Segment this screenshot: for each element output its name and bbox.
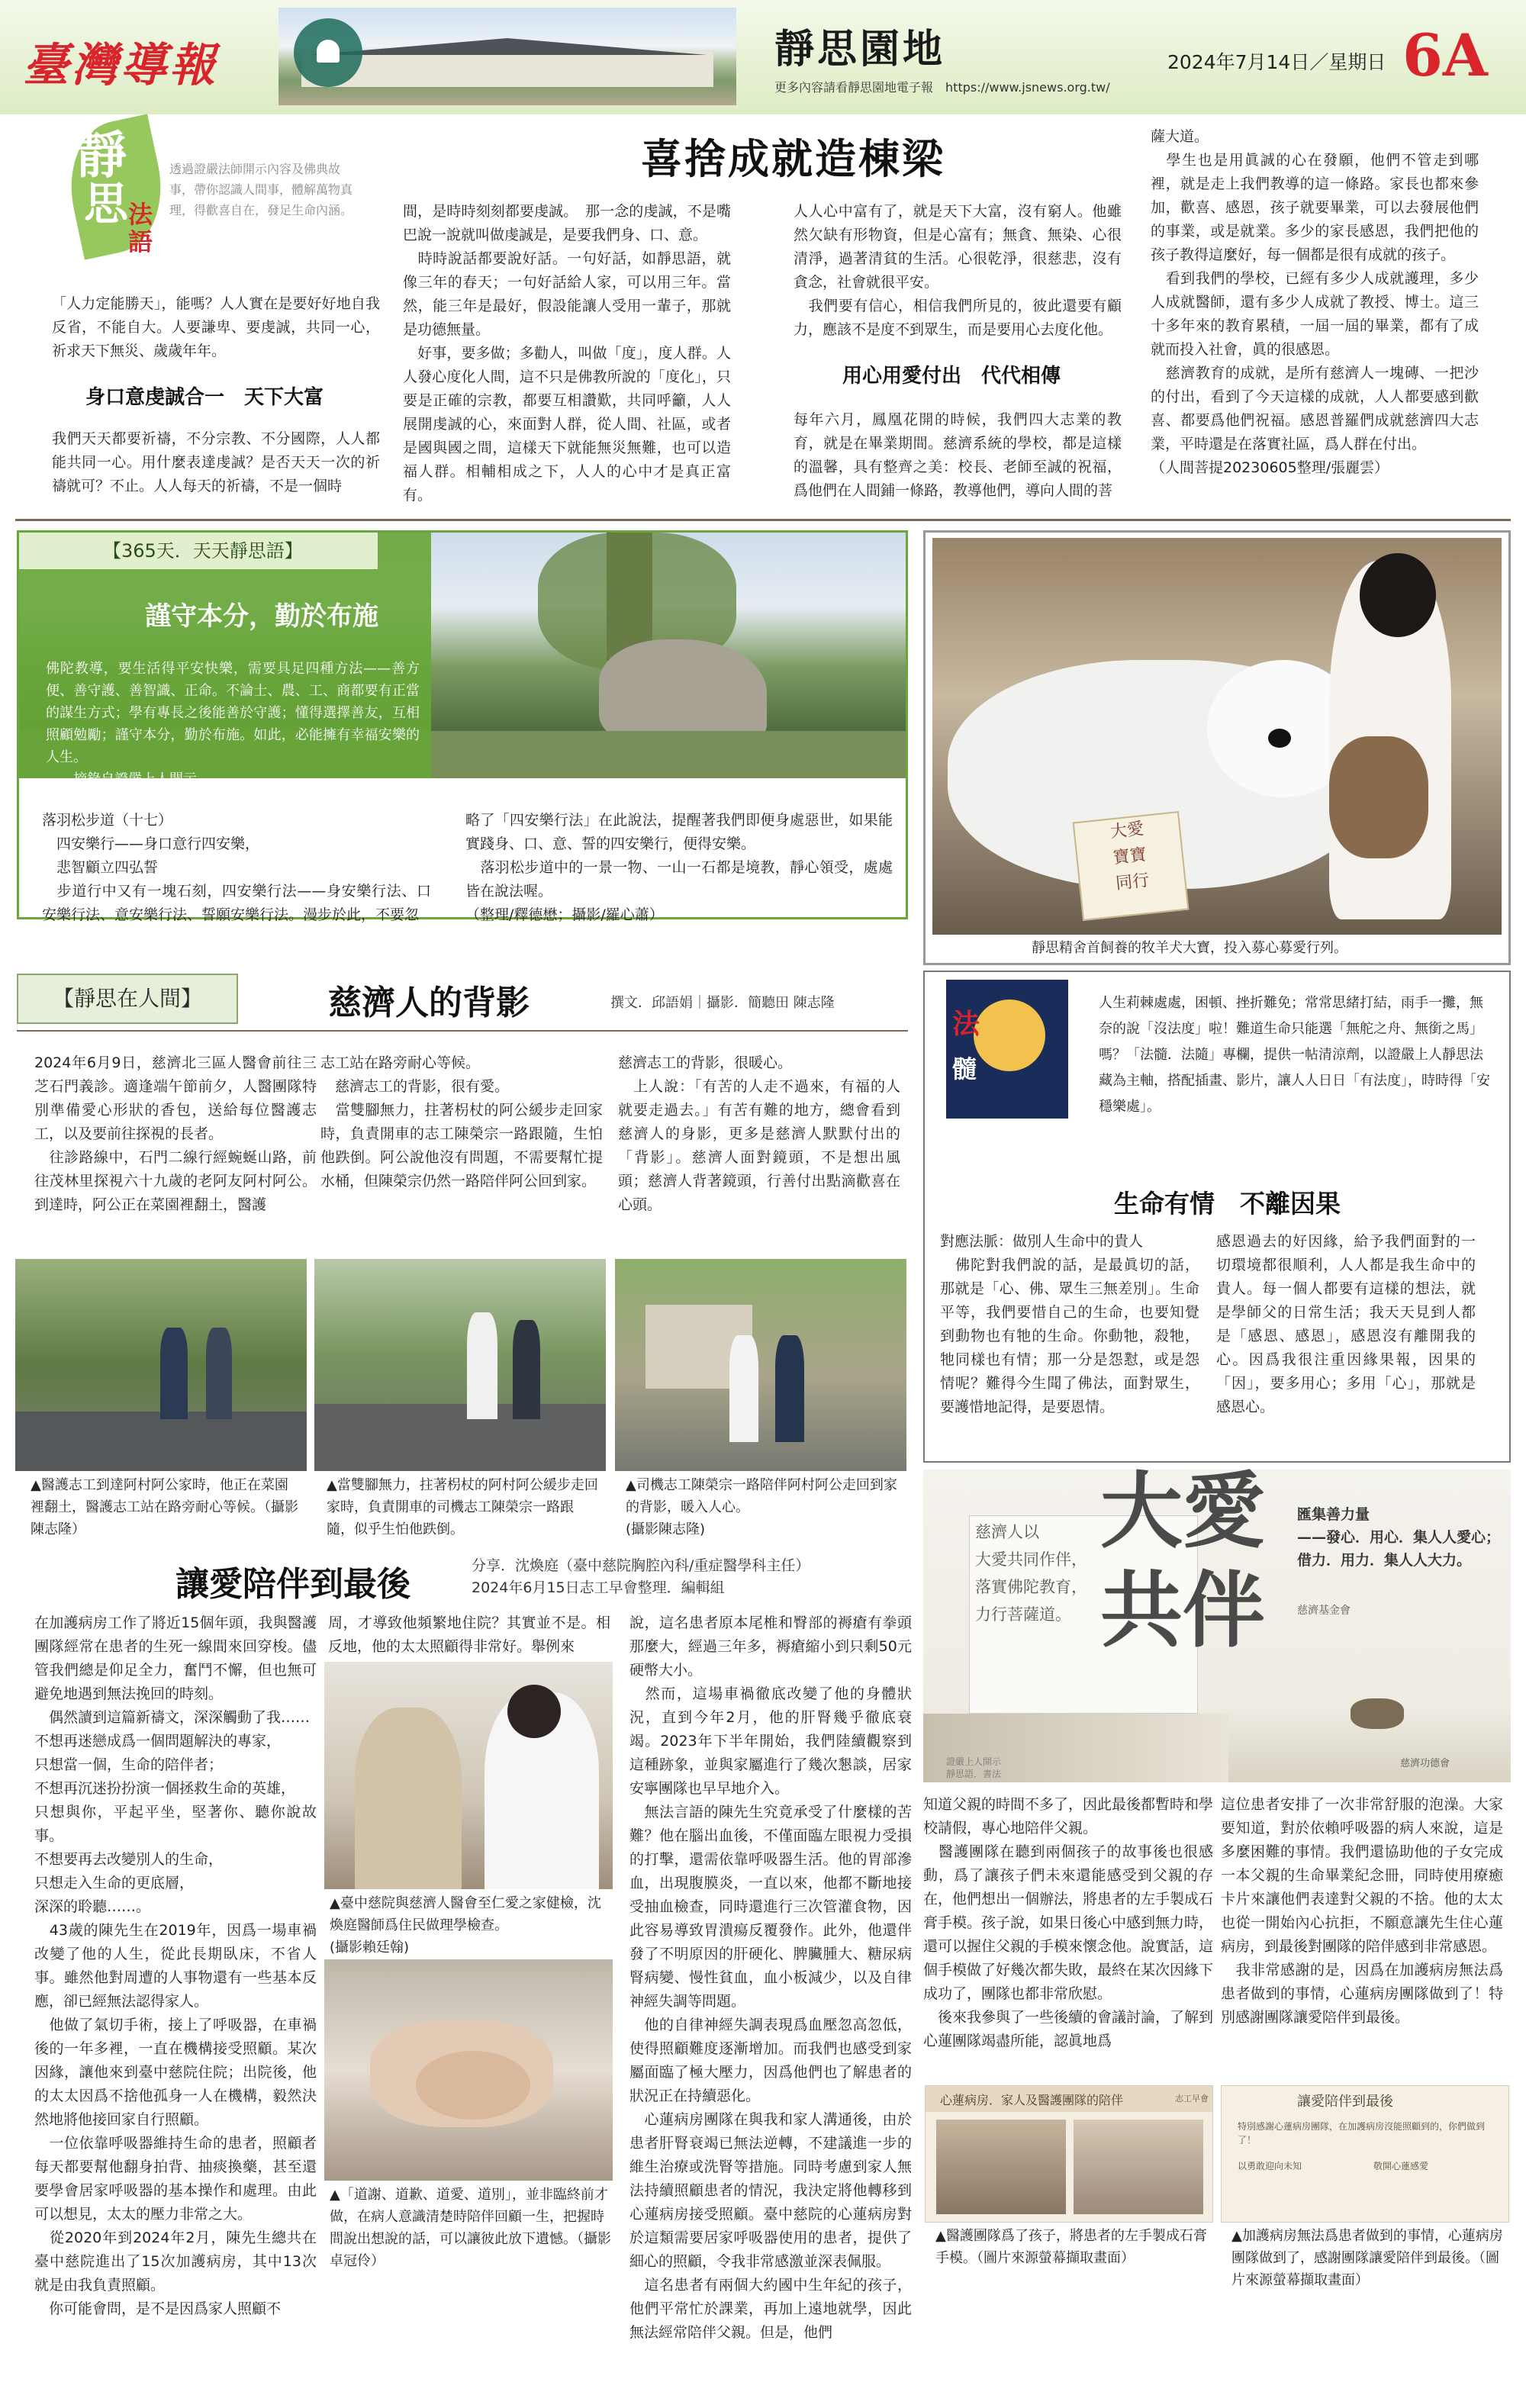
dayi-sig: 慈濟功德會 (1400, 1758, 1450, 1769)
fayu-text: 人生莉棘處處，困頓、挫折難免；常常思緒打結，雨手一攤，無奈的說「沒法度」啦！難道生命只能選「無舵之舟、無銜之馬」嗎？「法髓．法隨」專欄，提供一帖清涼劑，以證嚴上人靜思法藏為主軸，搭配插畫、影片，讓人人日日「有法度」，時時得「安穩樂處」。 (1099, 995, 1490, 1115)
page-number: 6A (1402, 21, 1488, 89)
jingsi365-title: 謹守本分，勤於布施 (145, 601, 378, 632)
dayi-big: 大愛 共伴 (1099, 1463, 1265, 1659)
rangai-slide-2-item-1: 特別感謝心蓮病房團隊，在加護病房沒能照顧到的，你們做到了！ (1238, 2121, 1486, 2146)
jingsi365-tag: 【365天．天天靜思語】 (19, 533, 378, 569)
divider (15, 519, 1511, 521)
article1-col4: 薩大道。 學生也是用眞誠的心在發願，他們不管走到哪裡，就是走上我們教導的這一條路。家長也都來參加，歡喜、感恩，孩子就要畢業，可以去發展他們的事業，或是就業。多少的家長感恩，我們把他的孩子教得這麼好，每一個都是很有成就的孩子。 看到我們的學校，已經有多少人成就護理，多少人成就醫師，還有多少人成就了教授、博士。這三十多年來的教育累積，一屆一屆的畢業，都有了成就而投入社會，眞的很感恩。 慈濟教育的成就，是所有慈濟人一塊磚、一把沙的付出，看到了今天這樣的成就，人人都要感到歡喜、都要爲他們祝福。感恩普羅們成就慈濟四大志業，平時還是在落實社區，爲人群在付出。 （人間菩提20230605整理/張麗雲） (1151, 128, 1479, 476)
tzu-chi-lotus-icon (317, 40, 340, 63)
cishi-title: 慈濟人的背影 (328, 983, 530, 1022)
rangai-slide-2-title: 讓愛陪伴到最後 (1297, 2094, 1393, 2110)
rangai-photo-1 (324, 1662, 613, 1889)
rangai-slide-1-tag: 志工早會 (1175, 2094, 1209, 2104)
fayu-col2: 感恩過去的好因緣，給予我們面對的一切環境都很順利，人人都是我生命中的貴人。每一個人都要有這樣的想法，就是學師父的日常生活；我天天見到人都是「感恩、感恩」，感恩沒有離開我的心。因爲我很注重因緣果報，因果的「因」，要多用心；多用「心」，那就是感恩心。 (1216, 1233, 1476, 1415)
cishi-photo-2 (314, 1259, 606, 1471)
rangai-caption-4: ▲加護病房無法爲患者做到的事情，心蓮病房團隊做到了，感謝團隊讓愛陪伴到最後。（圖片來源螢幕擷取畫面） (1231, 2228, 1503, 2288)
jingsi365-text: 佛陀教導，要生活得平安快樂，需要具足四種方法——善方便、善守護、善智識、正命。不論士、農、工、商都要有正當的謀生方式；學有專長之後能善於守護；懂得選擇善友，互相照顧勉勵；謹守本分，勤於布施。如此，必能擁有幸福安樂的人生。 ——摘錄自證嚴上人開示 (46, 661, 420, 787)
cishi-col2: 志工站在路旁耐心等候。 慈濟志工的背影，很有愛。 當雙腳無力，拄著枴杖的阿公緩步走回家時，負責開車的志工陳榮宗一路跟隨，生怕他跌倒。阿公說他沒有問題，不需要幫忙提水桶，但陳榮宗仍然一路陪伴阿公回到家。 (320, 1054, 603, 1190)
article1-col1b: 我們天天都要祈禱，不分宗教、不分國際，人人都能共同一心。用什麼表達虔誠？是否天天一次的祈禱就可？不止。人人每天的祈禱，不是一個時 (52, 430, 380, 494)
cishi-tag: 【靜思在人間】 (17, 974, 238, 1024)
fayu-logo: 法 髓 (946, 980, 1068, 1119)
rangai-photo-2 (324, 1959, 613, 2181)
rangai-caption-2: ▲「道謝、道歉、道愛、道別」，並非臨終前才做，在病人意識清楚時陪伴回顧一生，把握時間說出想說的話，可以讓彼此放下遺憾。（攝影卓冠伶） (330, 2187, 611, 2269)
intro-text: 透過證嚴法師開示內容及佛典故事，帶你認識人間事，體解萬物真理，得歡喜自在，發足生命內涵。 (169, 162, 353, 217)
rangai-slide-2-item-2: 以勇敢迎向未知 (1238, 2161, 1302, 2171)
rangai-byline: 分享．沈煥庭（臺中慈院胸腔內科/重症醫學科主任） 2024年6月15日志工早會整理．編輯組 (472, 1557, 810, 1596)
dayi-credit: 慈濟基金會 (1297, 1605, 1351, 1617)
cishi-byline: 撰文．邱語娟｜攝影．簡聽田 陳志隆 (610, 995, 835, 1011)
dayi-verse: 慈濟人以 大愛共同作伴， 落實佛陀教育， 力行菩薩道。 (975, 1523, 1087, 1624)
dog-caption: 靜思精舍首飼養的牧羊犬大寶，投入募心募愛行列。 (1032, 940, 1347, 956)
article1-col2: 間，是時時刻刻都要虔誠。 那一念的虔誠，不是嘴巴說一說就叫做虔誠是，是要我們身、口、意。 時時說話都要說好話。一句好話，如靜思語，就像三年的春天；一句好話給人家，可以用三年。當然，能三年是最好，假設能讓人受用一輩子，那就是功德無量。 好事，要多做；多勸人，叫做「度」，度人群。人人發心度化人間，這不只是佛教所說的「度化」，只要是正確的宗教，都要互相讚歎，共同呼籲，人人展開虔誠的心，來面對人群，從人間、社區，或者是國與國之間，這樣天下就能無災無難，也可以造福人群。相輔相成之下，人人的心中才是真正富有。 (403, 203, 731, 504)
dog-sign: 大愛 寶寶 同行 (1073, 811, 1190, 921)
rangai-slide-1-title: 心蓮病房．家人及醫護團隊的陪伴 (940, 2093, 1124, 2107)
jingsi365-right: 略了「四安樂行法」在此說法，提醒著我們即便身處惡世，如果能實踐身、口、意、誓的四安樂行，便得安樂。 落羽松步道中的一景一物、一山一石都是境教，靜心領受，處處皆在說法喔。 （整理/釋德懋；攝影/羅心蕭） (465, 812, 893, 923)
intro-title-4: 語 (128, 227, 153, 256)
issue-date: 2024年7月14日／星期日 (1167, 51, 1386, 73)
cishi-col3: 慈濟志工的背影，很暖心。 上人說：「有苦的人走不過來，有福的人就要走過去。」有苦有難的地方，總會看到慈濟人的身影，更多是慈濟人默默付出的「背影」。慈濟人面對鏡頭，不是想出風頭；慈濟人背著鏡頭，行善付出點滴歡喜在心頭。 (618, 1054, 900, 1213)
article1-sub1: 身口意虔誠合一 天下大富 (85, 386, 324, 409)
cishi-rule (17, 1030, 908, 1032)
dayi-small2: 靜思語．書法 (946, 1769, 1002, 1779)
section-title: 靜思園地 (774, 26, 946, 72)
article1-title: 喜捨成就造棟梁 (641, 134, 945, 183)
dayi-small1: 證嚴上人開示 (946, 1756, 1002, 1767)
masthead-subtitle: 更多內容請看靜思園地電子報 https://www.jsnews.org.tw/ (774, 80, 1110, 95)
website-link[interactable]: https://www.jsnews.org.tw/ (945, 80, 1110, 95)
cishi-col1: 2024年6月9日，慈濟北三區人醫會前往三芝石門義診。適逢端午節前夕，人醫團隊特別準備愛心形狀的香包，送給每位醫護志工，以及要前往探視的長者。 往診路線中，石門二線行經蜿蜒山路，前往茂林里探視六十九歲的老阿友阿村阿公。到達時，阿公正在菜園裡翻土，醫護 (34, 1054, 317, 1213)
fayu-title: 生命有情 不離因果 (1114, 1189, 1341, 1218)
masthead-photo (278, 8, 736, 105)
rangai-col2: 周，才導致他頻繁地住院？其實並不是。相反地，他的太太照顧得非常好。舉例來 (328, 1614, 610, 1655)
rangai-col4: 知道父親的時間不多了，因此最後都暫時和學校請假，專心地陪伴父親。 醫護團隊在聽到兩個孩子的故事後也很感動，爲了讓孩子們未來還能感受到父親的存在，他們想出一個辦法，將患者的左手製成石膏手模。孩子說，如果日後心中感到無力時，還可以握住父親的手模來懷念他。說實話，這個手模做了好幾次都失敗，最終在某次因緣下成功了，團隊也都非常欣慰。 後來我參與了一些後續的會議討論，了解到心蓮團隊竭盡所能，認眞地爲 (923, 1796, 1214, 2049)
cishi-caption-2: ▲當雙腳無力，拄著枴杖的阿村阿公緩步走回家時，負責開車的司機志工陳榮宗一路跟隨，似乎生怕他跌倒。 (327, 1477, 598, 1537)
cishi-photo-3 (615, 1259, 906, 1471)
newspaper-logo: 臺灣導報 (23, 39, 218, 92)
article1-col3: 人人心中富有了，就是天下大富，沒有窮人。他雖然欠缺有形物資，但是心富有；無貪、無染、心很清淨，過著清貧的生活。心很乾淨，很慈悲，沒有貪念，社會就很平安。 我們要有信心，相信我們所見的，彼此還要有顧力，應該不是度不到眾生，而是要用心去度化他。 (794, 203, 1122, 338)
cishi-caption-3: ▲司機志工陳榮宗一路陪伴阿村阿公走回到家的背影，暖入人心。 (攝影陳志隆) (626, 1477, 897, 1537)
intro-title-1: 靜 (76, 125, 127, 185)
cishi-caption-1: ▲醫護志工到達阿村阿公家時，他正在菜園裡翻土，醫護志工站在路旁耐心等候。（攝影陳志隆） (31, 1477, 298, 1537)
dayi-poem: 匯集善力量 ——發心．用心．集人人愛心； 借力．用力．集人人大力。 (1297, 1506, 1501, 1569)
fayu-col1: 對應法脈：做別人生命中的貴人 佛陀對我們說的話，是最眞切的話，那就是「心、佛、眾生三無差別」。生命平等，我們要惜自己的生命，也要知覺到動物也有牠的生命。你動牠，殺牠，牠同樣也有情；那一分是怨懟，或是怨情呢？難得今生聞了佛法，面對眾生，要護惜地記得，是要恩情。 (940, 1233, 1199, 1415)
rangai-caption-1: ▲臺中慈院與慈濟人醫會至仁愛之家健檢，沈煥庭醫師爲住民做理學檢查。 (攝影賴廷翰) (330, 1895, 601, 1956)
intro-title-2: 思 (84, 178, 129, 230)
article1-col3b: 每年六月，鳳凰花開的時候，我們四大志業的教育，就是在畢業期間。慈濟系統的學校，都是這樣的溫馨，具有整齊之美：校長、老師至誠的祝福，爲他們在人間鋪一條路，教導他們，導向人間的菩 (794, 411, 1122, 499)
rangai-col5: 這位患者安排了一次非常舒服的泡澡。大家要知道，對於依賴呼吸器的病人來說，這是多麼困難的事情。我們還協助他的子女完成一本父親的生命畢業紀念冊，同時使用療癒卡片來讓他們表達對父親的不捨。他的太太也從一開始內心抗拒，不願意讓先生住心蓮病房，到最後對團隊的陪伴感到非常感恩。 我非常感謝的是，因爲在加護病房無法爲患者做到的事情，心蓮病房團隊做到了！特別感謝團隊讓愛陪伴到最後。 (1221, 1796, 1503, 2026)
dog-photo (932, 538, 1502, 935)
article1-sub2: 用心用愛付出 代代相傳 (842, 365, 1061, 388)
rangai-title: 讓愛陪伴到最後 (175, 1565, 410, 1604)
rangai-caption-3: ▲醫護團隊爲了孩子，將患者的左手製成石膏手模。（圖片來源螢幕擷取畫面） (935, 2228, 1207, 2266)
jingsi365-left: 落羽松步道（十七） 四安樂行——身口意行四安樂， 悲智顧立四弘誓 步道行中又有一塊石刻，四安樂行法——身安樂行法、口安樂行法、意安樂行法、誓願安樂行法。漫步於此，不要忽 (42, 812, 431, 923)
rangai-slide-2-item-3: 敬開心蓮感愛 (1373, 2161, 1429, 2171)
cishi-photo-1 (15, 1259, 307, 1471)
rangai-col3: 說，這名患者原本尾椎和臀部的褥瘡有拳頭那麼大，經過三年多，褥瘡縮小到只剩50元硬幣大小。 然而，這場車禍徹底改變了他的身體狀況，直到今年2月，他的肝腎幾乎徹底衰竭。2023年下半年開始，我們陸續觀察到這種跡象，並與家屬進行了幾次懇談，居家安寧團隊也早早地介入。 無法言語的陳先生究竟承受了什麼樣的苦難？他在腦出血後，不僅面臨左眼視力受損的打擊，還需依靠呼吸器生活。他的胃部滲血，出現腹膜炎，一直以來，他都不斷地接受抽血檢查，同時還進行三次管灌食物，因此容易導致胃潰瘍反覆發作。此外，他還伴發了不明原因的肝硬化、脾臟腫大、糖尿病腎病變、慢性貧血，血小板減少，以及自律神經失調等問題。 他的自律神經失調表現爲血壓忽高忽低，使得照顧難度逐漸增加。而我們也感受到家屬面臨了極大壓力，因爲他們也了解患者的狀況正在持續惡化。 心蓮病房團隊在與我和家人溝通後，由於患者肝腎衰竭已無法逆轉，不建議進一步的維生治療或洗腎等措施。同時考慮到家人無法持續照顧患者的情況，我決定將他轉移到心蓮病房接受照顧。臺中慈院的心蓮病房對於這類需要居家呼吸器使用的患者，提供了細心的照顧，令我非常感激並深表佩服。 這名患者有兩個大約國中生年紀的孩子，他們平常忙於課業，再加上遠地就學，因此無法經常陪伴父親。但是，他們 (629, 1614, 912, 2341)
rangai-col1: 在加護病房工作了將近15個年頭，我與醫護團隊經常在患者的生死一線間來回穿梭。儘管我們總是仰足全力，奮鬥不懈，但也無可避免地遇到無法挽回的時刻。 偶然讀到這篇新禱文，深深觸動了我…… 不想再迷戀成爲一個問題解決的專家， 只想當一個，生命的陪伴者； 不想再沉迷扮扮演一個拯救生命的英雄， 只想與你，平起平坐，堅著你、聽你說故事。 不想要再去改變別人的生命， 只想走入生命的更底層， 深深的聆聽……。 43歲的陳先生在2019年，因爲一場車禍改變了他的人生，從此長期臥床，不省人事。雖然他對周遭的人事物還有一些基本反應，卻已經無法認得家人。 他做了氣切手術，接上了呼吸器，在車禍後的一年多裡，一直在機構接受照顧。某次因緣，讓他來到臺中慈院住院；出院後，他的太太因爲不捨他孤身一人在機構，毅然決然地將他接回家自行照顧。 一位依靠呼吸器維持生命的患者，照顧者每天都要幫他翻身拍背、抽痰換藥，甚至還要學會居家呼吸器的基本操作和處理。由此可以想見，太太的壓力非常之大。 從2020年到2024年2月，陳先生總共在臺中慈院進出了15次加護病房，其中13次就是由我負責照顧。 你可能會問，是不是因爲家人照顧不 (34, 1614, 317, 2317)
intro-title-3: 法 (128, 200, 153, 229)
article1-col1: 「人力定能勝天」，能嗎？人人實在是要好好地自我反省，不能自大。人要謙卑、要虔誠，共同一心，祈求天下無災、歲歲年年。 (52, 295, 380, 359)
